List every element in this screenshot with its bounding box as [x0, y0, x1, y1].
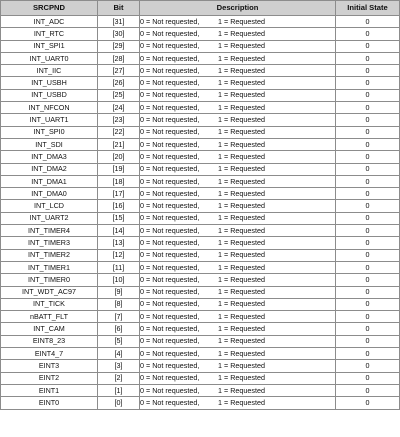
description-value-0: 0 = Not requested, — [140, 53, 200, 63]
description-value-1: 1 = Requested — [218, 127, 265, 137]
table-row — [1, 77, 400, 89]
bit-description — [140, 372, 336, 384]
bit-description — [140, 16, 336, 28]
description-value-0: 0 = Not requested, — [140, 237, 200, 247]
register-bit-name: INT_TICK — [1, 298, 98, 310]
description-value-1: 1 = Requested — [218, 188, 265, 198]
description-value-1: 1 = Requested — [218, 262, 265, 272]
initial-state-value: 0 — [336, 397, 400, 409]
description-value-1: 1 = Requested — [218, 274, 265, 284]
initial-state-value: 0 — [336, 249, 400, 261]
initial-state-value: 0 — [336, 323, 400, 335]
description-value-1: 1 = Requested — [218, 139, 265, 149]
bit-position: [8] — [98, 298, 140, 310]
description-value-1: 1 = Requested — [218, 373, 265, 383]
initial-state-value: 0 — [336, 65, 400, 77]
register-bit-name: INT_USBH — [1, 77, 98, 89]
bit-position: [21] — [98, 138, 140, 150]
description-value-1: 1 = Requested — [218, 28, 265, 38]
description-value-0: 0 = Not requested, — [140, 213, 200, 223]
bit-description — [140, 28, 336, 40]
register-bit-name: INT_UART0 — [1, 52, 98, 64]
initial-state-value: 0 — [336, 138, 400, 150]
description-value-0: 0 = Not requested, — [140, 139, 200, 149]
bit-description — [140, 298, 336, 310]
description-value-0: 0 = Not requested, — [140, 373, 200, 383]
initial-state-value: 0 — [336, 16, 400, 28]
table-row — [1, 335, 400, 347]
table-row — [1, 200, 400, 212]
bit-description — [140, 126, 336, 138]
description-value-1: 1 = Requested — [218, 115, 265, 125]
bit-description — [140, 348, 336, 360]
bit-position: [31] — [98, 16, 140, 28]
description-value-1: 1 = Requested — [218, 102, 265, 112]
description-value-0: 0 = Not requested, — [140, 41, 200, 51]
bit-position: [2] — [98, 372, 140, 384]
initial-state-value: 0 — [336, 311, 400, 323]
description-value-0: 0 = Not requested, — [140, 385, 200, 395]
description-value-1: 1 = Requested — [218, 397, 265, 407]
register-bit-name: INT_ADC — [1, 16, 98, 28]
bit-position: [4] — [98, 348, 140, 360]
bit-position: [24] — [98, 102, 140, 114]
register-bit-name: INT_NFCON — [1, 102, 98, 114]
initial-state-value: 0 — [336, 102, 400, 114]
bit-position: [29] — [98, 40, 140, 52]
initial-state-value: 0 — [336, 212, 400, 224]
bit-position: [23] — [98, 114, 140, 126]
initial-state-value: 0 — [336, 126, 400, 138]
table-row — [1, 384, 400, 396]
register-bit-name: INT_UART1 — [1, 114, 98, 126]
register-bit-name: EINT1 — [1, 384, 98, 396]
bit-description — [140, 261, 336, 273]
description-value-0: 0 = Not requested, — [140, 274, 200, 284]
description-value-0: 0 = Not requested, — [140, 65, 200, 75]
bit-position: [13] — [98, 237, 140, 249]
register-bit-name: INT_TIMER2 — [1, 249, 98, 261]
table-row — [1, 163, 400, 175]
description-value-1: 1 = Requested — [218, 287, 265, 297]
initial-state-value: 0 — [336, 360, 400, 372]
description-value-1: 1 = Requested — [218, 151, 265, 161]
initial-state-value: 0 — [336, 114, 400, 126]
bit-position: [0] — [98, 397, 140, 409]
description-value-1: 1 = Requested — [218, 250, 265, 260]
table-row — [1, 28, 400, 40]
initial-state-value: 0 — [336, 237, 400, 249]
bit-position: [14] — [98, 225, 140, 237]
bit-description — [140, 397, 336, 409]
table-row — [1, 65, 400, 77]
table-row — [1, 360, 400, 372]
register-bit-name: INT_TIMER1 — [1, 261, 98, 273]
bit-position: [20] — [98, 151, 140, 163]
bit-position: [7] — [98, 311, 140, 323]
bit-description — [140, 89, 336, 101]
description-value-0: 0 = Not requested, — [140, 287, 200, 297]
register-bit-name: INT_TIMER3 — [1, 237, 98, 249]
description-value-1: 1 = Requested — [218, 90, 265, 100]
description-value-1: 1 = Requested — [218, 336, 265, 346]
register-bit-name: INT_RTC — [1, 28, 98, 40]
table-row — [1, 298, 400, 310]
description-value-0: 0 = Not requested, — [140, 360, 200, 370]
bit-position: [9] — [98, 286, 140, 298]
register-bit-name: EINT4_7 — [1, 348, 98, 360]
bit-description — [140, 212, 336, 224]
register-bit-name: INT_IIC — [1, 65, 98, 77]
bit-description — [140, 40, 336, 52]
initial-state-value: 0 — [336, 77, 400, 89]
table-row — [1, 212, 400, 224]
description-value-1: 1 = Requested — [218, 78, 265, 88]
bit-description — [140, 274, 336, 286]
register-bit-name: EINT3 — [1, 360, 98, 372]
table-row — [1, 151, 400, 163]
table-row — [1, 261, 400, 273]
register-bit-name: INT_DMA0 — [1, 188, 98, 200]
description-value-0: 0 = Not requested, — [140, 324, 200, 334]
description-value-0: 0 = Not requested, — [140, 188, 200, 198]
bit-position: [5] — [98, 335, 140, 347]
initial-state-value: 0 — [336, 372, 400, 384]
bit-description — [140, 163, 336, 175]
bit-position: [25] — [98, 89, 140, 101]
description-value-1: 1 = Requested — [218, 176, 265, 186]
bit-description — [140, 151, 336, 163]
description-value-0: 0 = Not requested, — [140, 348, 200, 358]
bit-description — [140, 52, 336, 64]
table-row — [1, 397, 400, 409]
register-bit-name: INT_SPI0 — [1, 126, 98, 138]
column-header-description: Description — [140, 1, 336, 16]
bit-position: [6] — [98, 323, 140, 335]
description-value-0: 0 = Not requested, — [140, 397, 200, 407]
register-bit-name: EINT8_23 — [1, 335, 98, 347]
initial-state-value: 0 — [336, 348, 400, 360]
description-value-0: 0 = Not requested, — [140, 311, 200, 321]
register-bit-name: INT_UART2 — [1, 212, 98, 224]
description-value-1: 1 = Requested — [218, 41, 265, 51]
description-value-1: 1 = Requested — [218, 299, 265, 309]
description-value-1: 1 = Requested — [218, 164, 265, 174]
initial-state-value: 0 — [336, 40, 400, 52]
initial-state-value: 0 — [336, 28, 400, 40]
table-row — [1, 89, 400, 101]
table-body — [1, 16, 400, 410]
register-bit-name: INT_LCD — [1, 200, 98, 212]
table-row — [1, 188, 400, 200]
bit-position: [22] — [98, 126, 140, 138]
description-value-0: 0 = Not requested, — [140, 176, 200, 186]
description-value-0: 0 = Not requested, — [140, 151, 200, 161]
description-value-1: 1 = Requested — [218, 360, 265, 370]
bit-description — [140, 65, 336, 77]
description-value-1: 1 = Requested — [218, 53, 265, 63]
description-value-0: 0 = Not requested, — [140, 115, 200, 125]
table-row — [1, 311, 400, 323]
description-value-0: 0 = Not requested, — [140, 336, 200, 346]
initial-state-value: 0 — [336, 225, 400, 237]
bit-description — [140, 200, 336, 212]
description-value-1: 1 = Requested — [218, 201, 265, 211]
initial-state-value: 0 — [336, 298, 400, 310]
bit-position: [11] — [98, 261, 140, 273]
description-value-0: 0 = Not requested, — [140, 28, 200, 38]
description-value-1: 1 = Requested — [218, 348, 265, 358]
table-row — [1, 138, 400, 150]
initial-state-value: 0 — [336, 188, 400, 200]
description-value-0: 0 = Not requested, — [140, 299, 200, 309]
bit-description — [140, 102, 336, 114]
description-value-0: 0 = Not requested, — [140, 262, 200, 272]
initial-state-value: 0 — [336, 163, 400, 175]
bit-position: [16] — [98, 200, 140, 212]
bit-position: [28] — [98, 52, 140, 64]
register-bit-name: INT_SDI — [1, 138, 98, 150]
table-row — [1, 16, 400, 28]
bit-position: [19] — [98, 163, 140, 175]
description-value-0: 0 = Not requested, — [140, 127, 200, 137]
register-bit-name: INT_WDT_AC97 — [1, 286, 98, 298]
initial-state-value: 0 — [336, 384, 400, 396]
table-row — [1, 323, 400, 335]
table-row — [1, 40, 400, 52]
bit-position: [1] — [98, 384, 140, 396]
bit-description — [140, 286, 336, 298]
initial-state-value: 0 — [336, 261, 400, 273]
description-value-1: 1 = Requested — [218, 324, 265, 334]
column-header-srcpnd: SRCPND — [1, 1, 98, 16]
register-bit-name: INT_DMA3 — [1, 151, 98, 163]
description-value-1: 1 = Requested — [218, 65, 265, 75]
description-value-1: 1 = Requested — [218, 16, 265, 26]
description-value-0: 0 = Not requested, — [140, 250, 200, 260]
register-bit-name: EINT2 — [1, 372, 98, 384]
bit-position: [26] — [98, 77, 140, 89]
column-header-initial-state: Initial State — [336, 1, 400, 16]
table-row — [1, 348, 400, 360]
register-bit-name: EINT0 — [1, 397, 98, 409]
bit-description — [140, 188, 336, 200]
description-value-0: 0 = Not requested, — [140, 16, 200, 26]
initial-state-value: 0 — [336, 175, 400, 187]
description-value-1: 1 = Requested — [218, 311, 265, 321]
initial-state-value: 0 — [336, 274, 400, 286]
table-row — [1, 126, 400, 138]
register-bit-name: INT_TIMER4 — [1, 225, 98, 237]
initial-state-value: 0 — [336, 200, 400, 212]
bit-description — [140, 311, 336, 323]
table-row — [1, 286, 400, 298]
bit-description — [140, 138, 336, 150]
initial-state-value: 0 — [336, 151, 400, 163]
bit-description — [140, 77, 336, 89]
table-row — [1, 225, 400, 237]
table-row — [1, 102, 400, 114]
bit-description — [140, 335, 336, 347]
table-row — [1, 52, 400, 64]
table-row — [1, 237, 400, 249]
bit-description — [140, 175, 336, 187]
bit-description — [140, 323, 336, 335]
register-bit-name: INT_DMA1 — [1, 175, 98, 187]
table-row — [1, 114, 400, 126]
description-value-0: 0 = Not requested, — [140, 164, 200, 174]
initial-state-value: 0 — [336, 52, 400, 64]
description-value-1: 1 = Requested — [218, 225, 265, 235]
initial-state-value: 0 — [336, 89, 400, 101]
bit-position: [18] — [98, 175, 140, 187]
description-value-1: 1 = Requested — [218, 213, 265, 223]
bit-description — [140, 360, 336, 372]
bit-description — [140, 237, 336, 249]
register-bit-name: INT_TIMER0 — [1, 274, 98, 286]
register-bit-name: INT_CAM — [1, 323, 98, 335]
description-value-1: 1 = Requested — [218, 237, 265, 247]
table-header-row — [1, 1, 400, 16]
description-value-1: 1 = Requested — [218, 385, 265, 395]
bit-position: [17] — [98, 188, 140, 200]
bit-position: [3] — [98, 360, 140, 372]
bit-position: [10] — [98, 274, 140, 286]
table-row — [1, 249, 400, 261]
description-value-0: 0 = Not requested, — [140, 225, 200, 235]
register-bit-name: nBATT_FLT — [1, 311, 98, 323]
bit-description — [140, 249, 336, 261]
column-header-bit: Bit — [98, 1, 140, 16]
initial-state-value: 0 — [336, 335, 400, 347]
description-value-0: 0 = Not requested, — [140, 201, 200, 211]
register-bit-name: INT_USBD — [1, 89, 98, 101]
table-row — [1, 274, 400, 286]
description-value-0: 0 = Not requested, — [140, 78, 200, 88]
bit-description — [140, 225, 336, 237]
bit-position: [27] — [98, 65, 140, 77]
bit-description — [140, 114, 336, 126]
description-value-0: 0 = Not requested, — [140, 102, 200, 112]
table-row — [1, 372, 400, 384]
table-row — [1, 175, 400, 187]
bit-position: [15] — [98, 212, 140, 224]
description-value-0: 0 = Not requested, — [140, 90, 200, 100]
initial-state-value: 0 — [336, 286, 400, 298]
bit-position: [30] — [98, 28, 140, 40]
bit-position: [12] — [98, 249, 140, 261]
bit-description — [140, 384, 336, 396]
register-bit-name: INT_DMA2 — [1, 163, 98, 175]
register-bit-name: INT_SPI1 — [1, 40, 98, 52]
